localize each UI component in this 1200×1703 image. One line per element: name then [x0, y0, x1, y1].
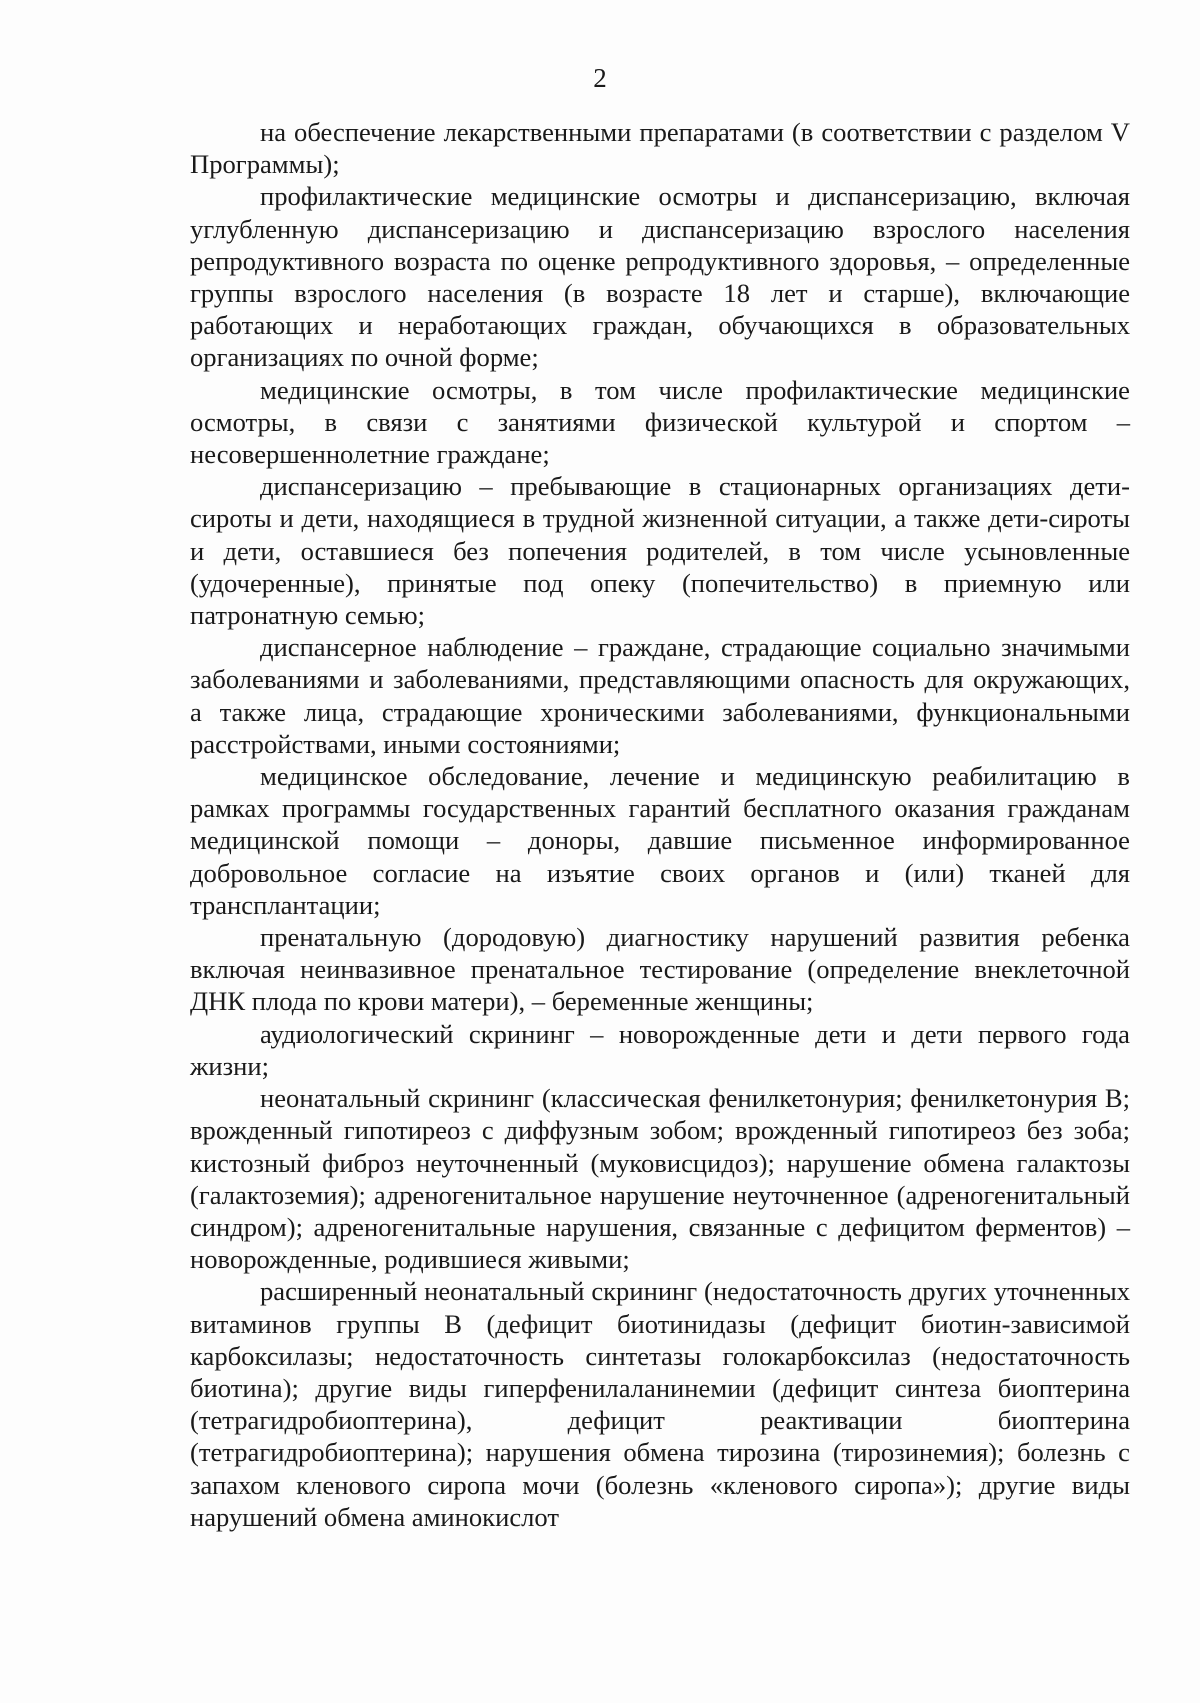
paragraph-dispensary-observation: диспансерное наблюдение – граждане, страдающие социально значимыми заболеваниями и заболеваниями, представляющими опасность для окружающих, а также лица, страдающие хроническими заболеваниями, функциональными расстройствами, иными состояниями; [190, 632, 1130, 759]
paragraph-donors: медицинское обследование, лечение и медицинскую реабилитацию в рамках программы государственных гарантий бесплатного оказания гражданам медицинской помощи – доноры, давшие письменное информированное добровольное согласие на изъятие своих органов и (или) тканей для трансплантации; [190, 761, 1130, 920]
paragraph-drug-provision: на обеспечение лекарственными препаратами (в соответствии с разделом V Программы); [190, 117, 1130, 180]
paragraph-audiological-screening: аудиологический скрининг – новорожденные дети и дети первого года жизни; [190, 1018, 1130, 1081]
paragraph-neonatal-screening: неонатальный скрининг (классическая фенилкетонурия; фенилкетонурия В; врожденный гипотиреоз с диффузным зобом; врожденный гипотиреоз без зоба; кистозный фиброз неуточненный (муковисцидоз); нарушение обмена галактозы (галактоземия); адреногенитальное нарушение неуточненное (адреногенитальный синдром); адреногенитальные нарушения, связанные с дефицитом ферментов) – новорожденные, родившиеся живыми; [190, 1083, 1130, 1275]
paragraph-extended-neonatal-screening: расширенный неонатальный скрининг (недостаточность других уточненных витаминов группы В (дефицит биотинидазы (дефицит биотин-зависимой карбоксилазы; недостаточность синтетазы голокарбоксилаз (недостаточность биотина); другие виды гиперфенилаланинемии (дефицит синтеза биоптерина (тетрагидробиоптерина), дефицит реактивации биоптерина (тетрагидробиоптерина); нарушения обмена тирозина (тирозинемия); болезнь с запахом кленового сиропа мочи (болезнь «кленового сиропа»); другие виды нарушений обмена аминокислот [190, 1276, 1130, 1532]
page-number: 2 [593, 63, 607, 93]
paragraph-orphan-dispensarization: диспансеризацию – пребывающие в стационарных организациях дети-сироты и дети, находящиеся в трудной жизненной ситуации, а также дети-сироты и дети, оставшиеся без попечения родителей, в том числе усыновленные (удочеренные), принятые под опеку (попечительство) в приемную или патронатную семью; [190, 471, 1130, 631]
paragraph-medical-examinations: медицинские осмотры, в том числе профилактические медицинские осмотры, в связи с занятиями физической культурой и спортом – несовершеннолетние граждане; [190, 374, 1130, 470]
paragraph-preventive-checkups: профилактические медицинские осмотры и диспансеризацию, включая углубленную диспансеризацию и диспансеризацию взрослого населения репродуктивного возраста по оценке репродуктивного здоровья, – определенные группы взрослого населения (в возрасте 18 лет и старше), включающие работающих и неработающих граждан, обучающихся в образовательных организациях по очной форме; [190, 181, 1130, 373]
paragraph-prenatal-diagnostics: пренатальную (дородовую) диагностику нарушений развития ребенка включая неинвазивное пренатальное тестирование (определение внеклеточной ДНК плода по крови матери), – беременные женщины; [190, 922, 1130, 1017]
document-body [190, 116, 1130, 1533]
